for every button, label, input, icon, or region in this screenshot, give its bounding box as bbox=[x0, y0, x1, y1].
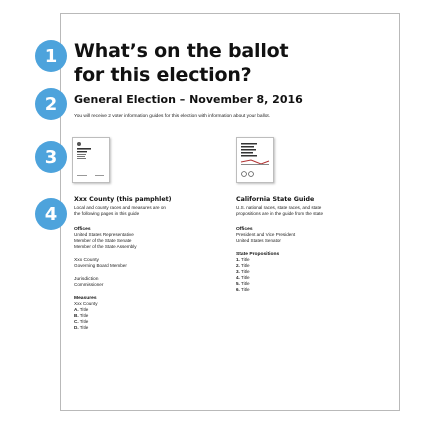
county-subheading: Xxx County bbox=[74, 258, 100, 263]
proposition-item: 3. Title bbox=[236, 269, 250, 274]
state-offices-heading: Offices bbox=[236, 227, 253, 232]
proposition-item: 2. Title bbox=[236, 263, 250, 268]
proposition-item: 4. Title bbox=[236, 275, 250, 280]
step-badge-3: 3 bbox=[35, 141, 67, 173]
state-guide-heading: California State Guide bbox=[236, 196, 315, 203]
step-badge-4: 4 bbox=[35, 198, 67, 230]
office-item: Member of the State Senate bbox=[74, 238, 132, 243]
measure-item: A. Title bbox=[74, 307, 89, 312]
county-guide-description bbox=[74, 205, 224, 217]
proposition-item: 6. Title bbox=[236, 287, 250, 292]
state-guide-description bbox=[236, 205, 386, 217]
state-guide-thumbnail bbox=[236, 137, 274, 183]
intro-text: You will receive 2 voter information guides for this election with information about your ballot. bbox=[74, 114, 271, 119]
page-title bbox=[74, 39, 288, 87]
step-badge-2: 2 bbox=[35, 88, 67, 120]
office-item: Governing Board Member bbox=[74, 263, 127, 268]
description-line: the following pages in this guide bbox=[74, 211, 140, 216]
office-item: President and Vice President bbox=[236, 232, 296, 237]
state-guide-cover-icon bbox=[237, 138, 273, 182]
title-line: What’s on the ballot bbox=[74, 40, 289, 62]
state-propositions-heading: State Propositions bbox=[236, 252, 280, 257]
office-item: Member of the State Assembly bbox=[74, 244, 137, 249]
measures-subheading: Xxx County bbox=[74, 301, 98, 306]
measure-item: B. Title bbox=[74, 313, 89, 318]
proposition-item: 1. Title bbox=[236, 257, 250, 262]
county-guide-column bbox=[74, 196, 224, 331]
county-pamphlet-thumbnail bbox=[72, 137, 110, 183]
description-line: propositions are in the guide from the state bbox=[236, 211, 324, 216]
measure-item: C. Title bbox=[74, 319, 89, 324]
county-offices-heading: Offices bbox=[74, 227, 91, 232]
description-line: U.S. national races, state races, and state bbox=[236, 205, 322, 210]
measures-heading: Measures bbox=[74, 296, 97, 301]
office-item: United States Senator bbox=[236, 238, 281, 243]
title-line: for this election? bbox=[74, 64, 252, 86]
pamphlet-cover-icon bbox=[73, 138, 109, 182]
office-item: United States Representative bbox=[74, 232, 134, 237]
measure-item: D. Title bbox=[74, 325, 89, 330]
description-line: Local and county races and measures are on bbox=[74, 205, 166, 210]
office-item: Commissioner bbox=[74, 282, 104, 287]
proposition-item: 5. Title bbox=[236, 281, 250, 286]
jurisdiction-subheading: Jurisdiction bbox=[74, 277, 99, 282]
state-guide-column bbox=[236, 196, 386, 293]
county-guide-heading: Xxx County (this pamphlet) bbox=[74, 196, 172, 203]
step-badge-1: 1 bbox=[35, 40, 67, 72]
election-subtitle: General Election – November 8, 2016 bbox=[74, 93, 303, 106]
